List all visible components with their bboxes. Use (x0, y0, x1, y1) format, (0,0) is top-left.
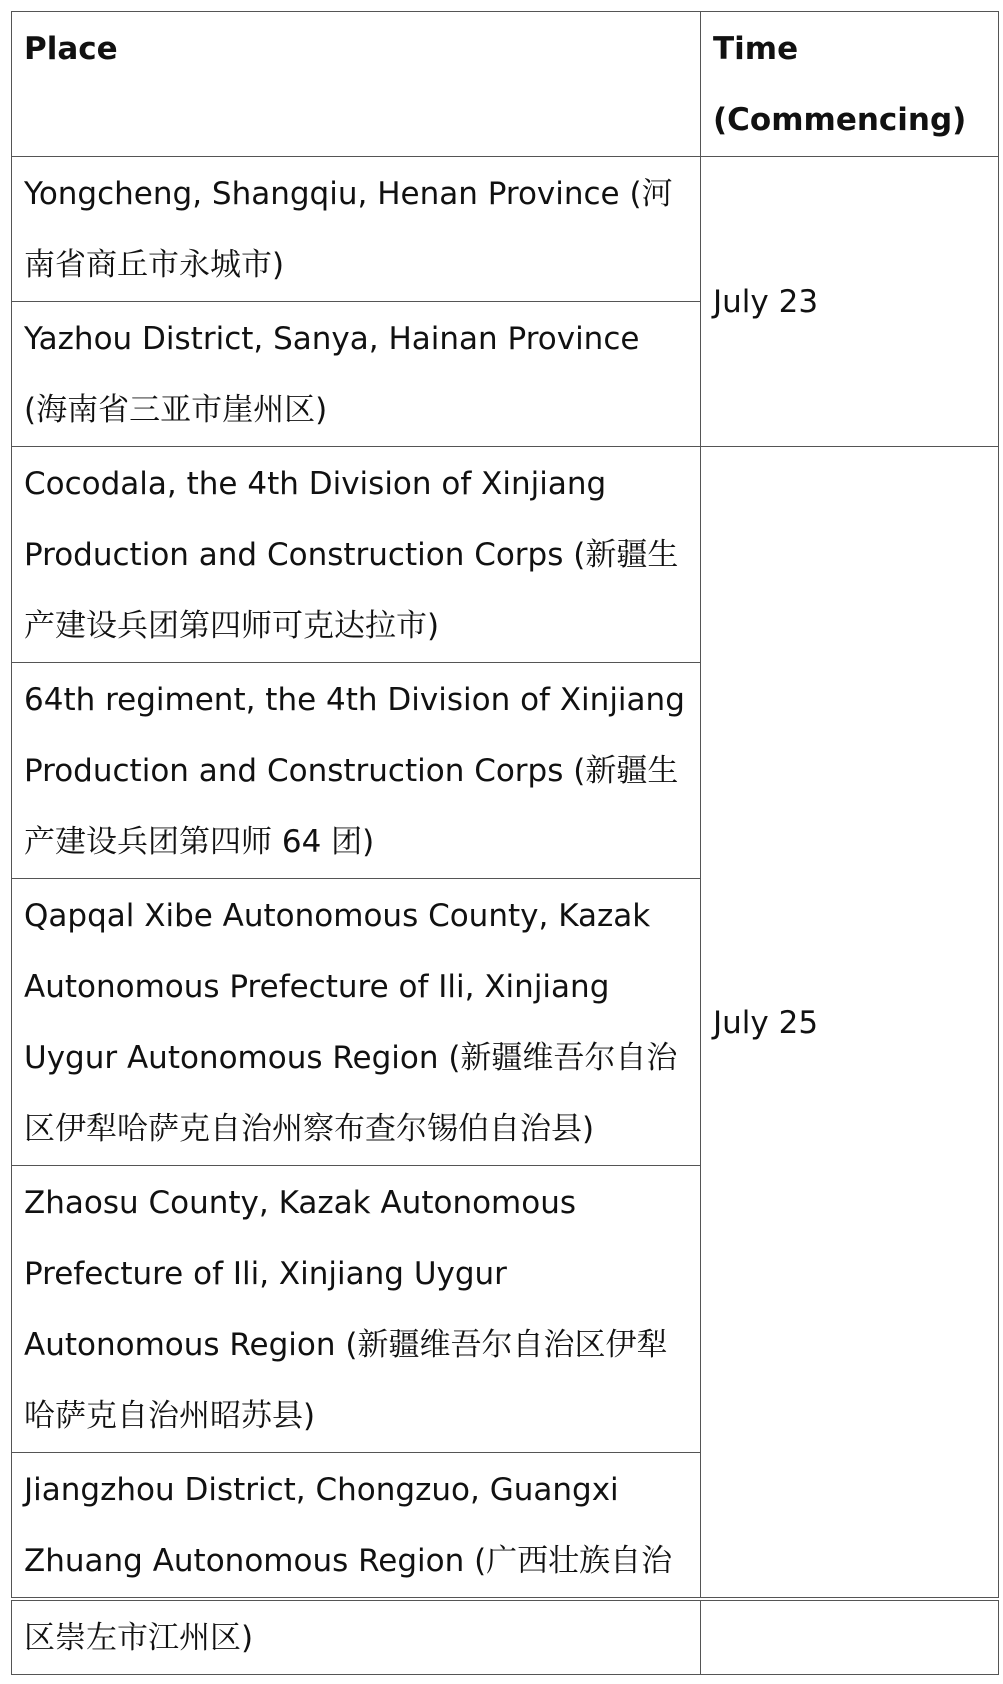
time-cell: July 25 (701, 447, 999, 1598)
time-cell: July 23 (701, 157, 999, 447)
place-cell: Zhaosu County, Kazak Autonomous Prefecture of Ili, Xinjiang Uygur Autonomous Region (新疆维吾尔自治区伊犁哈萨克自治州昭苏县) (12, 1166, 701, 1453)
place-cell: Yongcheng, Shangqiu, Henan Province (河南省商丘市永城市) (12, 157, 701, 302)
header-row (12, 12, 999, 157)
places-table (11, 11, 999, 1598)
time-header-sublabel: (Commencing) (713, 102, 967, 138)
place-cell: Jiangzhou District, Chongzuo, Guangxi Zhuang Autonomous Region (广西壮族自治 (12, 1453, 701, 1598)
place-cell: Qapqal Xibe Autonomous County, Kazak Autonomous Prefecture of Ili, Xinjiang Uygur Autonomous Region (新疆维吾尔自治区伊犁哈萨克自治州察布查尔锡伯自治县) (12, 879, 701, 1166)
place-header (12, 12, 701, 157)
place-cell: Yazhou District, Sanya, Hainan Province (海南省三亚市崖州区) (12, 302, 701, 447)
table-row (12, 447, 999, 663)
continuation-row (12, 1601, 999, 1675)
table-row (12, 157, 999, 302)
time-header (701, 12, 999, 157)
place-cell: Cocodala, the 4th Division of Xinjiang Production and Construction Corps (新疆生产建设兵团第四师可克达拉市) (12, 447, 701, 663)
place-header-label: Place (24, 31, 118, 67)
continuation-table (11, 1600, 999, 1675)
time-header-label: Time (713, 31, 799, 67)
place-cell: 区崇左市江州区) (12, 1601, 701, 1675)
place-cell: 64th regiment, the 4th Division of Xinjiang Production and Construction Corps (新疆生产建设兵团第四师 64 团) (12, 663, 701, 879)
time-cell (701, 1601, 999, 1675)
